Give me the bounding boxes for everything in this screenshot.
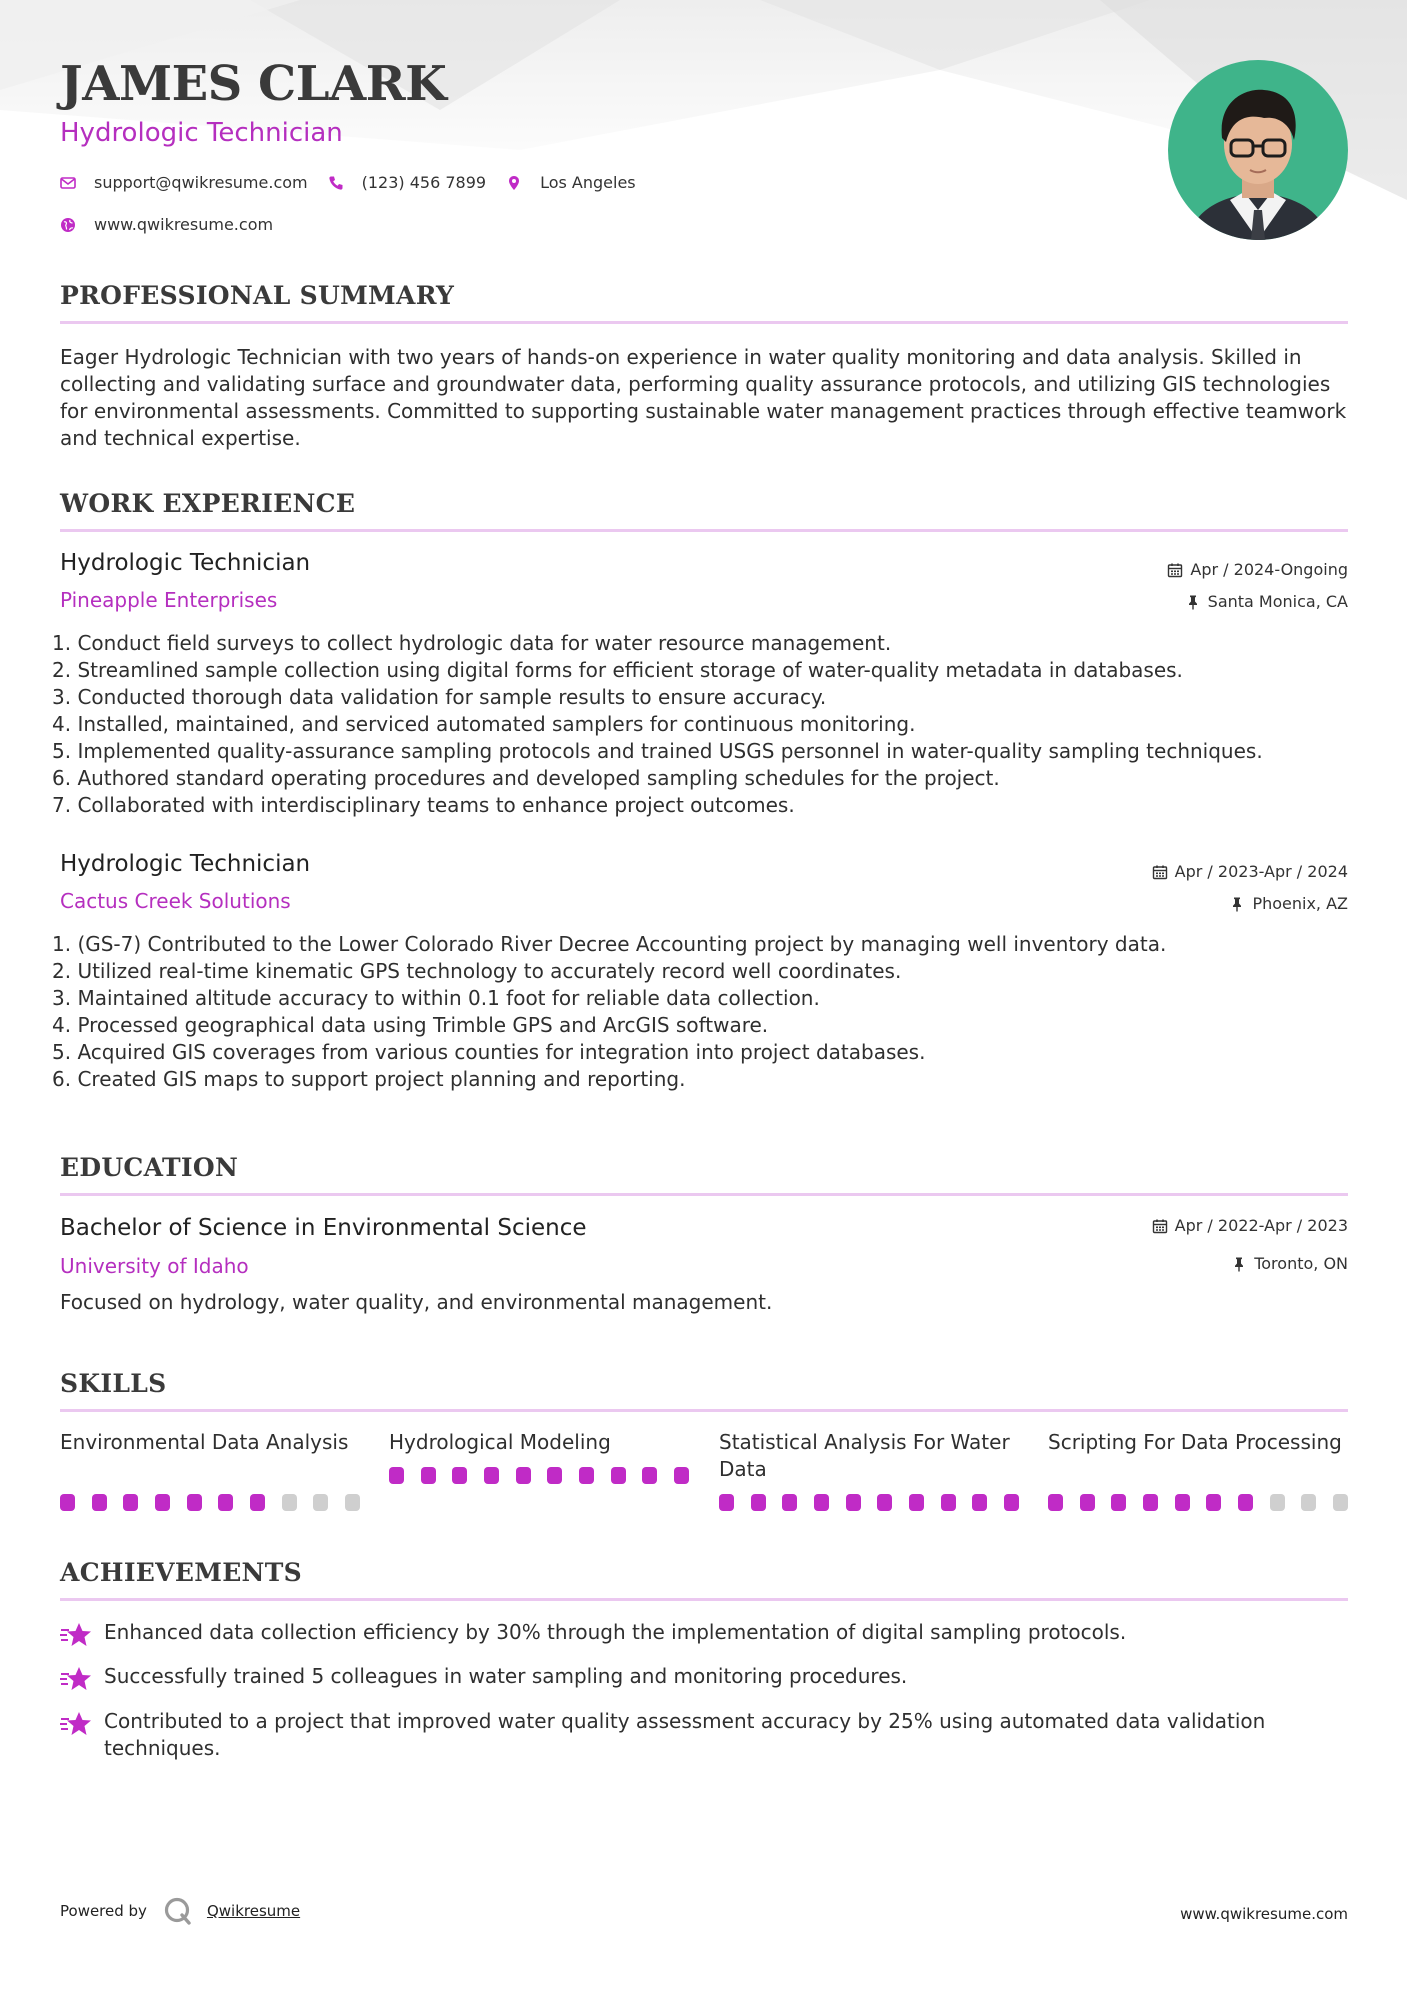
achievement-text: Contributed to a project that improved water quality assessment accuracy by 25% using automated data validation techniques. (104, 1709, 1266, 1760)
achievement-item (60, 1663, 1348, 1693)
mail-icon (60, 175, 76, 191)
qwikresume-logo-icon (163, 1896, 193, 1926)
achievement-item (60, 1619, 1348, 1649)
contact-phone[interactable] (328, 173, 486, 192)
skill-dot-filled (674, 1467, 689, 1484)
skill-dot-empty (1270, 1494, 1285, 1511)
job-location-text: Phoenix, AZ (1252, 894, 1348, 913)
skill-dot-filled (846, 1494, 861, 1511)
skill-name: Scripting For Data Processing (1048, 1430, 1342, 1454)
company-name: Pineapple Enterprises (60, 588, 278, 612)
contact-row-1 (60, 173, 656, 192)
skill-dot-filled (421, 1467, 436, 1484)
list-item: 6. Created GIS maps to support project planning and reporting. (52, 1067, 686, 1091)
job-dates (1167, 560, 1348, 579)
skill-dot-empty (345, 1494, 360, 1511)
map-pin-icon (506, 175, 522, 191)
skill-name: Hydrological Modeling (389, 1430, 611, 1454)
skill-dot-filled (941, 1494, 956, 1511)
achievement-item (60, 1708, 1348, 1762)
skill-dot-filled (187, 1494, 202, 1511)
summary-section-title: PROFESSIONAL SUMMARY (60, 281, 455, 310)
contact-row-2 (60, 215, 293, 234)
skill-level-meter (719, 1494, 1019, 1511)
qwikresume-link[interactable]: Qwikresume (206, 1902, 301, 1920)
calendar-icon (1152, 1218, 1168, 1234)
company-name: Cactus Creek Solutions (60, 889, 291, 913)
job-dates-text: Apr / 2023-Apr / 2024 (1174, 862, 1348, 881)
skill-dot-empty (1301, 1494, 1316, 1511)
skill-dot-empty (282, 1494, 297, 1511)
list-item: 7. Collaborated with interdisciplinary teams to enhance project outcomes. (52, 793, 795, 817)
pushpin-icon (1231, 1256, 1247, 1272)
contact-location (506, 173, 636, 192)
skill-level-meter (389, 1467, 689, 1484)
list-item: 2. Utilized real-time kinematic GPS technology to accurately record well coordinates. (52, 959, 902, 983)
degree-title: Bachelor of Science in Environmental Science (60, 1215, 587, 1241)
website-text: www.qwikresume.com (94, 215, 274, 234)
skill-dot-filled (516, 1467, 531, 1484)
list-item: 2. Streamlined sample collection using digital forms for efficient storage of water-quality metadata in databases. (52, 658, 1183, 682)
experience-divider (60, 529, 1348, 532)
list-item: 1. Conduct field surveys to collect hydrologic data for water resource management. (52, 631, 892, 655)
phone-icon (328, 175, 344, 191)
skills-divider (60, 1409, 1348, 1412)
skill-dot-filled (719, 1494, 734, 1511)
pushpin-icon (1185, 594, 1201, 610)
skill-dot-filled (92, 1494, 107, 1511)
achievements-divider (60, 1598, 1348, 1601)
skill-dot-filled (1080, 1494, 1095, 1511)
list-item: 4. Processed geographical data using Trimble GPS and ArcGIS software. (52, 1013, 769, 1037)
summary-text: Eager Hydrologic Technician with two years of hands-on experience in water quality monitoring and data analysis. Skilled in collecting and validating surface and groundwater data, performing quality assurance protocols, and utilizing GIS technologies for environmental assessments. Committed to supporting sustainable water management practices through effective teamwork and technical expertise. (60, 345, 1347, 450)
education-section-title: EDUCATION (60, 1153, 239, 1182)
skill-dot-filled (123, 1494, 138, 1511)
education-dates (1152, 1216, 1348, 1235)
skill-dot-filled (218, 1494, 233, 1511)
job-location-text: Santa Monica, CA (1207, 592, 1348, 611)
skill-dot-filled (250, 1494, 265, 1511)
skill-dot-filled (972, 1494, 987, 1511)
skill-dot-filled (611, 1467, 626, 1484)
skill-dot-filled (814, 1494, 829, 1511)
skill-dot-filled (1175, 1494, 1190, 1511)
list-item: 6. Authored standard operating procedures and developed sampling schedules for the project. (52, 766, 1000, 790)
skill-dot-filled (642, 1467, 657, 1484)
job-dates (1152, 862, 1348, 881)
skill-dot-empty (1333, 1494, 1348, 1511)
globe-icon (60, 217, 76, 233)
email-text: support@qwikresume.com (94, 173, 308, 192)
star-icon (60, 1621, 92, 1649)
skill-dot-filled (1004, 1494, 1019, 1511)
job-location (1229, 894, 1348, 913)
location-text: Los Angeles (540, 173, 636, 192)
pushpin-icon (1229, 896, 1245, 912)
star-icon (60, 1665, 92, 1693)
list-item: 1. (GS-7) Contributed to the Lower Colorado River Decree Accounting project by managing well inventory data. (52, 932, 1167, 956)
contact-website[interactable] (60, 215, 273, 234)
job-responsibilities (52, 630, 1348, 819)
skill-dot-filled (484, 1467, 499, 1484)
skill-dot-filled (1206, 1494, 1221, 1511)
skill-level-meter (1048, 1494, 1348, 1511)
candidate-role: Hydrologic Technician (60, 118, 343, 148)
skill-dot-empty (313, 1494, 328, 1511)
achievement-text: Successfully trained 5 colleagues in water sampling and monitoring procedures. (104, 1664, 908, 1688)
list-item: 5. Implemented quality-assurance sampling protocols and trained USGS personnel in water-quality sampling techniques. (52, 739, 1263, 763)
skill-dot-filled (1048, 1494, 1063, 1511)
skill-dot-filled (909, 1494, 924, 1511)
skill-dot-filled (60, 1494, 75, 1511)
skill-dot-filled (547, 1467, 562, 1484)
job-title: Hydrologic Technician (60, 851, 311, 877)
achievements-section-title: ACHIEVEMENTS (60, 1558, 302, 1587)
skill-name: Statistical Analysis For Water Data (719, 1430, 1010, 1481)
experience-section-title: WORK EXPERIENCE (60, 489, 356, 518)
contact-email[interactable] (60, 173, 308, 192)
achievement-text: Enhanced data collection efficiency by 30% through the implementation of digital sampling protocols. (104, 1620, 1127, 1644)
skill-name: Environmental Data Analysis (60, 1430, 349, 1454)
summary-divider (60, 321, 1348, 324)
school-name: University of Idaho (60, 1254, 249, 1278)
phone-text: (123) 456 7899 (361, 173, 487, 192)
job-dates-text: Apr / 2024-Ongoing (1190, 560, 1348, 579)
skill-dot-filled (1143, 1494, 1158, 1511)
skill-dot-filled (452, 1467, 467, 1484)
education-description: Focused on hydrology, water quality, and environmental management. (60, 1290, 773, 1314)
powered-by-label: Powered by (60, 1902, 147, 1920)
footer-powered-by (60, 1896, 300, 1926)
skill-dot-filled (1111, 1494, 1126, 1511)
candidate-name: JAMES CLARK (60, 56, 447, 112)
job-responsibilities (52, 931, 1348, 1093)
job-location (1185, 592, 1348, 611)
job-title: Hydrologic Technician (60, 550, 311, 576)
skill-dot-filled (155, 1494, 170, 1511)
calendar-icon (1152, 864, 1168, 880)
profile-photo (1168, 60, 1348, 240)
footer-website-link[interactable]: www.qwikresume.com (1180, 1905, 1348, 1923)
skill-dot-filled (579, 1467, 594, 1484)
list-item: 5. Acquired GIS coverages from various counties for integration into project databases. (52, 1040, 926, 1064)
skill-dot-filled (751, 1494, 766, 1511)
skill-dot-filled (782, 1494, 797, 1511)
education-dates-text: Apr / 2022-Apr / 2023 (1174, 1216, 1348, 1235)
list-item: 3. Maintained altitude accuracy to within 0.1 foot for reliable data collection. (52, 986, 820, 1010)
skill-level-meter (60, 1494, 360, 1511)
education-location (1231, 1254, 1348, 1273)
skill-dot-filled (1238, 1494, 1253, 1511)
star-icon (60, 1710, 92, 1738)
skills-section-title: SKILLS (60, 1369, 167, 1398)
education-divider (60, 1193, 1348, 1196)
education-location-text: Toronto, ON (1254, 1254, 1348, 1273)
calendar-icon (1167, 562, 1183, 578)
skill-dot-filled (877, 1494, 892, 1511)
skill-dot-filled (389, 1467, 404, 1484)
list-item: 3. Conducted thorough data validation for sample results to ensure accuracy. (52, 685, 827, 709)
list-item: 4. Installed, maintained, and serviced automated samplers for continuous monitoring. (52, 712, 916, 736)
